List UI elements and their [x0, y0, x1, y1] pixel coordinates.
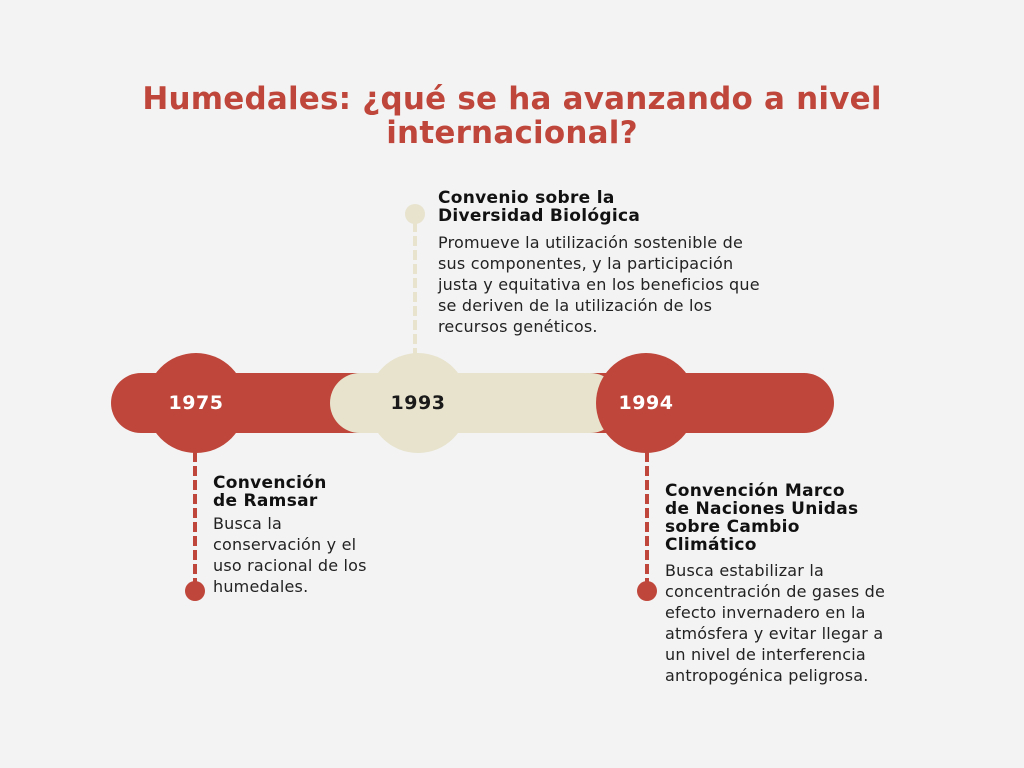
- description-line: humedales.: [213, 577, 309, 596]
- title-line-2: internacional?: [386, 115, 638, 151]
- connector-1993: [413, 222, 417, 354]
- description-line: concentración de gases de: [665, 582, 886, 601]
- year-node-1975: [146, 353, 246, 453]
- heading-line: Convención: [213, 473, 327, 493]
- description-line: Promueve la utilización sostenible de: [438, 233, 743, 252]
- connector-1975: [193, 452, 197, 586]
- description-line: Busca la: [213, 514, 282, 533]
- page-title: [0, 82, 1024, 150]
- event-description-climate: [665, 560, 885, 686]
- description-line: Busca estabilizar la: [665, 561, 825, 580]
- description-line: antropogénica peligrosa.: [665, 666, 869, 685]
- description-line: justa y equitativa en los beneficios que: [438, 275, 760, 294]
- description-line: atmósfera y evitar llegar a: [665, 624, 884, 643]
- description-line: se deriven de la utilización de los: [438, 296, 713, 315]
- event-description-biodiversity: [438, 232, 760, 337]
- heading-line: sobre Cambio: [665, 517, 800, 537]
- year-label-1975: 1975: [168, 392, 224, 414]
- connector-dot-1994: [637, 581, 657, 601]
- heading-line: de Naciones Unidas: [665, 499, 859, 519]
- heading-line: de Ramsar: [213, 491, 318, 511]
- event-description-ramsar: [213, 513, 367, 597]
- title-line-1: Humedales: ¿qué se ha avanzando a nivel: [142, 81, 882, 117]
- year-label-1993: 1993: [390, 392, 446, 414]
- connector-dot-1993: [405, 204, 425, 224]
- connector-dot-1975: [185, 581, 205, 601]
- description-line: conservación y el: [213, 535, 357, 554]
- event-heading-climate: [665, 482, 858, 554]
- year-node-1994: [596, 353, 696, 453]
- description-line: un nivel de interferencia: [665, 645, 866, 664]
- year-label-1994: 1994: [618, 392, 674, 414]
- heading-line: Diversidad Biológica: [438, 206, 641, 226]
- heading-line: Convenio sobre la: [438, 188, 615, 208]
- description-line: sus componentes, y la participación: [438, 254, 734, 273]
- description-line: recursos genéticos.: [438, 317, 598, 336]
- description-line: uso racional de los: [213, 556, 367, 575]
- heading-line: Climático: [665, 535, 757, 555]
- description-line: efecto invernadero en la: [665, 603, 866, 622]
- connector-1994: [645, 452, 649, 586]
- heading-line: Convención Marco: [665, 481, 845, 501]
- event-heading-biodiversity: [438, 189, 640, 225]
- year-node-1993: [368, 353, 468, 453]
- event-heading-ramsar: [213, 474, 327, 510]
